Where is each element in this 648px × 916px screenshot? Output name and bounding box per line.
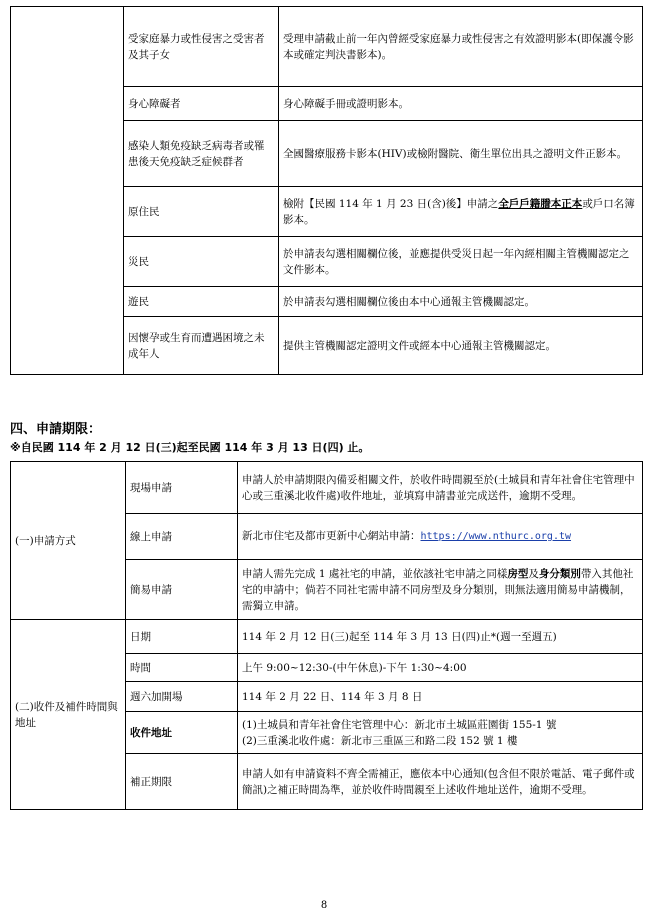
simple-text-3: 帶入其他社宅的申請中；倘若不同社宅需申請不同房型及身分類別，則無法適用簡易申請機制，需獨立申請。 xyxy=(242,567,634,612)
blank-column xyxy=(11,7,124,375)
time-label: 日期 xyxy=(126,620,238,654)
time-content: 上午 9:00~12:30-(中午休息)-下午 1:30~4:00 xyxy=(238,654,643,682)
identity-emphasis: 身分類別 xyxy=(538,567,581,580)
method-content xyxy=(238,560,643,620)
method-group-cell: (一)申請方式 xyxy=(11,462,126,620)
time-group-cell: (二)收件及補件時間與地址 xyxy=(11,620,126,810)
document-cell: 提供主管機關認定證明文件或經本中心通報主管機關認定。 xyxy=(279,317,643,375)
simple-text-1: 申請人需先完成 1 處社宅的申請，並依該社宅申請之同樣 xyxy=(242,567,508,580)
application-period: ※自民國 114 年 2 月 12 日(三)起至民國 114 年 3 月 13 日(四) 止。 xyxy=(10,441,370,454)
address-line-2: (2)三重溪北收件處：新北市三重區三和路二段 152 號 1 樓 xyxy=(242,734,518,747)
method-label: 現場申請 xyxy=(126,462,238,514)
section-heading: 四、申請期限： xyxy=(10,422,102,437)
address-label: 收件地址 xyxy=(126,712,238,754)
address-line-1: (1)土城員和青年社會住宅管理中心：新北市土城區莊園街 155-1 號 xyxy=(242,718,557,731)
table-row xyxy=(11,462,643,514)
method-content: 申請人於申請期限內備妥相關文件，於收件時間親至於(土城員和青年社會住宅管理中心或三重溪北收件處)收件地址，並填寫申請書並完成送件，逾期不受理。 xyxy=(238,462,643,514)
table-row xyxy=(11,620,643,654)
method-label: 簡易申請 xyxy=(126,560,238,620)
address-content xyxy=(238,712,643,754)
online-prefix: 新北市住宅及都市更新中心網站申請： xyxy=(242,530,421,542)
method-content xyxy=(238,514,643,560)
category-cell: 原住民 xyxy=(124,187,279,237)
category-cell: 身心障礙者 xyxy=(124,87,279,121)
application-table xyxy=(10,461,643,810)
document-cell: 全國醫療服務卡影本(HIV)或檢附醫院、衛生單位出具之證明文件正影本。 xyxy=(279,121,643,187)
category-cell: 因懷孕或生育而遭遇困境之未成年人 xyxy=(124,317,279,375)
website-link[interactable]: https://www.nthurc.org.tw xyxy=(420,531,572,542)
time-label: 週六加開場 xyxy=(126,682,238,712)
method-label: 線上申請 xyxy=(126,514,238,560)
document-prefix: 檢附【民國 114 年 1 月 23 日(含)後】申請之 xyxy=(283,197,499,210)
document-suffix: 或戶口名簿影本。 xyxy=(283,197,635,226)
eligibility-table xyxy=(10,6,643,375)
time-content: 申請人如有申請資料不齊全需補正，應依本中心通知(包含但不限於電話、電子郵件或簡訊)之補正時間為準，並於收件時間親至上述收件地址送件，逾期不受理。 xyxy=(238,754,643,810)
simple-text-2: 及 xyxy=(528,567,539,580)
document-cell: 身心障礙手冊或證明影本。 xyxy=(279,87,643,121)
category-cell: 感染人類免疫缺乏病毒者或罹患後天免疫缺乏症候群者 xyxy=(124,121,279,187)
table-row xyxy=(11,7,643,87)
document-cell xyxy=(279,187,643,237)
category-cell: 受家庭暴力或性侵害之受害者及其子女 xyxy=(124,7,279,87)
document-cell: 於申請表勾選相關欄位後由本中心通報主管機關認定。 xyxy=(279,287,643,317)
time-label: 補正期限 xyxy=(126,754,238,810)
category-cell: 災民 xyxy=(124,237,279,287)
room-type-emphasis: 房型 xyxy=(507,567,529,580)
document-cell: 受理申請截止前一年內曾經受家庭暴力或性侵害之有效證明影本(即保護令影本或確定判決書影本)。 xyxy=(279,7,643,87)
category-cell: 遊民 xyxy=(124,287,279,317)
household-register-emphasis: 全戶戶籍謄本正本 xyxy=(498,197,583,210)
document-cell: 於申請表勾選相關欄位後，並應提供受災日起一年內經相關主管機關認定之文件影本。 xyxy=(279,237,643,287)
page-number: 8 xyxy=(320,900,328,911)
time-content: 114 年 2 月 12 日(三)起至 114 年 3 月 13 日(四)止*(週一至週五) xyxy=(238,620,643,654)
time-label: 時間 xyxy=(126,654,238,682)
time-content: 114 年 2 月 22 日、114 年 3 月 8 日 xyxy=(238,682,643,712)
